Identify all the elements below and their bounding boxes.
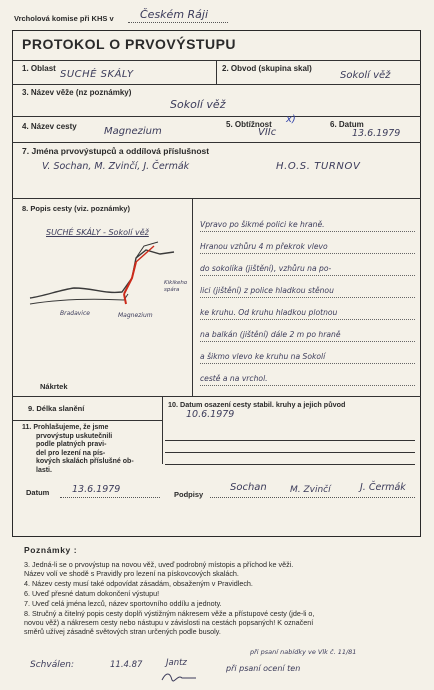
difficulty-value: VIIc [258, 127, 277, 138]
commission-underline [128, 22, 228, 23]
signatures-underline [210, 497, 415, 498]
note-item: 4. Název cesty musí také odpovídat zásadám, obsaženým v Pravidlech. [24, 579, 253, 588]
route-line: Hranou vzhůru 4 m překrok vlevo [200, 242, 328, 251]
divider [165, 464, 415, 465]
footer-note-1: Jantz [166, 658, 187, 668]
climbers-label: Jména prvovýstupců a oddílová příslušnost [31, 146, 210, 156]
page-title: PROTOKOL O PRVOVÝSTUPU [22, 36, 237, 52]
declaration-line: lasti. [36, 466, 52, 474]
approved-label: Schválen: [30, 660, 74, 670]
signatures-label: Podpisy [174, 490, 204, 499]
sketch-tag-bradavice: Bradavice [60, 310, 90, 317]
note-item: směrů užívej zásadně světových stran určených podle busoly. [24, 627, 221, 636]
anchor-date-value: 10.6.1979 [186, 409, 235, 420]
field-num: 8. [22, 204, 29, 213]
route-desc-label: Popis cesty (viz. poznámky) [30, 204, 130, 213]
divider [12, 420, 162, 421]
sign-date-value: 13.6.1979 [72, 484, 121, 495]
footer-note-2: při psaní nabídky ve Vlk č. 11/81 [250, 648, 357, 656]
route-line: do sokolíka (jištění), vzhůru na po- [200, 264, 332, 273]
declaration-line: podle platných pravi- [36, 441, 107, 448]
route-underline [200, 275, 415, 276]
sketch-tag-magnezium: Magnezium [118, 312, 153, 319]
area-label: Oblast [30, 64, 56, 73]
anchor-date-label: Datum osazení cesty stabil. kruhy a jejich původ [180, 400, 346, 409]
field-num: 4. [22, 122, 29, 131]
approved-date: 11.4.87 [110, 660, 143, 670]
declaration-line: del pro lezení na pís- [36, 449, 106, 457]
sketch-title: SUCHÉ SKÁLY - Sokolí věž [46, 228, 149, 237]
field-num: 3. [22, 88, 29, 97]
route-line: lici (jištění) z police hladkou stěnou [200, 286, 334, 295]
route-underline [200, 319, 415, 320]
note-item: Název volí ve shodě s Pravidly pro lezení na pískovcových skalách. [24, 569, 239, 578]
sketch-label: Nákrtek [40, 382, 68, 391]
tower-label: Název věže (nz poznámky) [30, 88, 132, 97]
commission-label: Vrcholová komise při KHS v [14, 14, 114, 23]
note-item: 3. Jedná-li se o prvovýstup na novou věž, uveď podrobný místopis a příchod ke věži. [24, 560, 294, 569]
footer-signature-mark [160, 670, 200, 686]
note-item: 6. Uveď přesné datum dokončení výstupu! [24, 589, 160, 598]
divider [216, 60, 217, 84]
climbers-value: V. Sochan, M. Zvinčí, J. Čermák [42, 161, 190, 172]
note-item: novou věž) a nákresem cesty nebo nástupu v závislosti na cestách popsaných! K označení [24, 618, 314, 627]
club-value: H.O.S. TURNOV [276, 161, 361, 172]
sketch-tag-kikikeho: Kikikeho spára [164, 280, 188, 293]
footer-note-3: při psaní ocení ten [226, 664, 301, 673]
divider [12, 396, 421, 397]
field-num: 9. [28, 404, 35, 413]
route-underline [200, 231, 415, 232]
difficulty-mark: x) [286, 114, 296, 125]
length-label: Délka slanění [36, 404, 85, 413]
route-underline [200, 253, 415, 254]
divider [12, 84, 421, 85]
notes-heading: Poznámky : [24, 545, 78, 555]
field-num: 5. [226, 120, 233, 129]
declaration [22, 424, 134, 475]
divider [12, 116, 421, 117]
note-item: 8. Stručný a čitelný popis cesty doplň výstižným nákresem věže a přístupové cesty (jde-li o, [24, 609, 315, 618]
signature-3: J. Čermák [360, 482, 406, 493]
commission-value: Českém Ráji [140, 8, 209, 21]
date-label: Datum [338, 120, 364, 129]
signature-1: Sochan [230, 482, 267, 493]
date-underline [60, 497, 160, 498]
route-underline [200, 363, 415, 364]
declaration-line: 11. Prohlašujeme, že jsme [22, 424, 109, 431]
route-underline [200, 385, 415, 386]
declaration-line: kových skalách příslušné ob- [36, 458, 134, 465]
divider [165, 452, 415, 453]
route-line: cestě a na vrchol. [200, 374, 268, 383]
route-name-value: Magnezium [104, 126, 162, 137]
divider [192, 198, 193, 396]
route-line: a šikmo vlevo ke kruhu na Sokolí [200, 352, 326, 361]
note-item: 7. Uveď celá jména lezců, název sportovního oddílu a jednoty. [24, 599, 222, 608]
route-underline [200, 297, 415, 298]
tower-value: Sokolí věž [170, 98, 226, 111]
divider [162, 396, 163, 464]
district-label: Obvod (skupina skal) [230, 64, 312, 73]
divider [165, 440, 415, 441]
divider [12, 198, 421, 199]
route-line: Vpravo po šikmé polici ke hraně. [200, 220, 325, 229]
field-num: 7. [22, 146, 30, 156]
difficulty-label: Obtížnost [234, 120, 272, 129]
date-value: 13.6.1979 [352, 128, 401, 139]
sign-date-label: Datum [26, 488, 50, 497]
divider [12, 142, 421, 143]
signature-2: M. Zvinčí [290, 485, 331, 495]
route-underline [200, 341, 415, 342]
field-num: 2. [222, 64, 229, 73]
field-num: 6. [330, 120, 337, 129]
field-num: 10. [168, 400, 178, 409]
route-line: ke kruhu. Od kruhu hladkou plotnou [200, 308, 338, 317]
route-name-label: Název cesty [30, 122, 77, 131]
route-line: na balkán (jištění) dále 2 m po hraně [200, 330, 341, 339]
declaration-line: prvovýstup uskutečnili [36, 432, 113, 440]
area-value: SUCHÉ SKÁLY [60, 69, 134, 80]
district-value: Sokolí věž [340, 70, 391, 81]
field-num: 1. [22, 64, 29, 73]
